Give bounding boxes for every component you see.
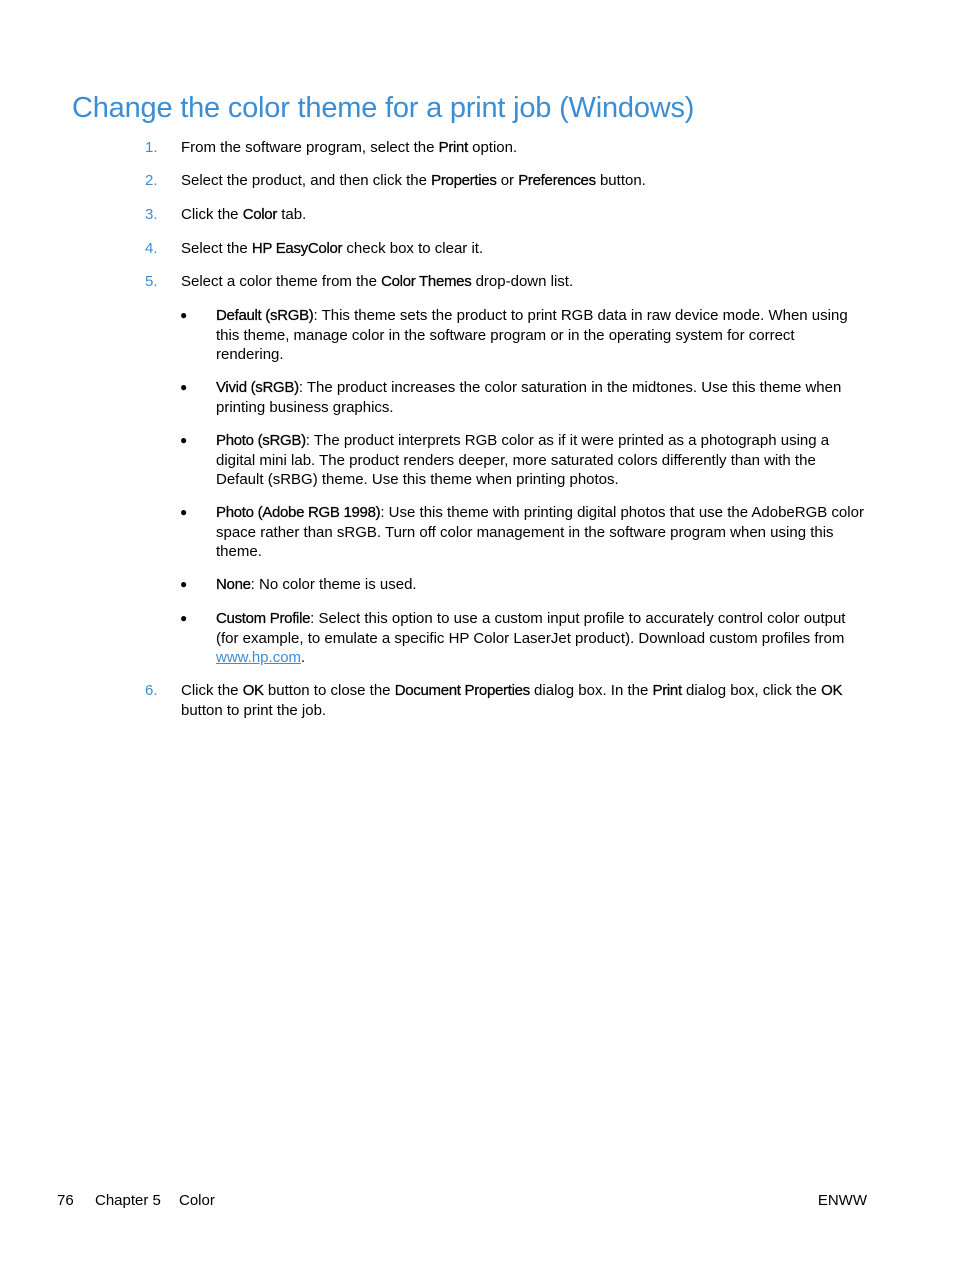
text-run: Select the product, and then click the — [181, 172, 432, 189]
bullet-icon: ● — [180, 433, 188, 447]
text-run: . — [301, 649, 306, 666]
hp-website-link[interactable]: www.hp.com — [216, 649, 302, 666]
bullet-text — [216, 503, 866, 562]
step-number: 2. — [145, 172, 158, 189]
text-run: dialog box. In the — [529, 682, 653, 699]
step-text — [181, 138, 871, 158]
bullet-text — [216, 306, 866, 365]
text-run: Select the — [181, 240, 252, 257]
text-run: From the software program, select the — [181, 139, 439, 156]
ui-term: Photo (sRGB) — [216, 432, 306, 449]
step-text — [181, 239, 871, 259]
bullet-text — [216, 378, 866, 417]
ui-term: Vivid (sRGB) — [216, 379, 299, 396]
text-run: Click the — [181, 206, 243, 223]
text-run: : Use this theme with printing digital photos that use the AdobeRGB color space rather than sRGB. Turn off color management in the software program when using this theme. — [216, 504, 864, 560]
ui-term: Properties — [431, 172, 497, 189]
text-run: Select a color theme from the — [181, 273, 382, 290]
text-run: button to close the — [263, 682, 395, 699]
text-run: dialog box, click the — [681, 682, 822, 699]
bullet-text — [216, 575, 866, 595]
text-run: option. — [467, 139, 518, 156]
step-number: 4. — [145, 240, 158, 257]
text-run: : Select this option to use a custom input profile to accurately control color output (for example, to emulate a specific HP Color LaserJet product). Download custom profiles from — [216, 610, 846, 647]
text-run: button. — [595, 172, 646, 189]
ui-term: Preferences — [518, 172, 596, 189]
text-run: check box to clear it. — [342, 240, 484, 257]
ui-term: Default (sRGB) — [216, 307, 314, 324]
footer-section: Color — [179, 1192, 215, 1209]
bullet-icon: ● — [180, 577, 188, 591]
footer-page-number: 76 — [57, 1192, 74, 1209]
text-run: : The product interprets RGB color as if it were printed as a photograph using a digital mini lab. The product renders deeper, more saturated colors differently than with the Default (sRBG) theme. Use this theme when printing photos. — [216, 432, 830, 488]
footer-chapter: Chapter 5 — [95, 1192, 161, 1209]
text-run: Click the — [181, 682, 243, 699]
bullet-icon: ● — [180, 308, 188, 322]
text-run: tab. — [277, 206, 307, 223]
bullet-text — [216, 609, 866, 668]
bullet-icon: ● — [180, 611, 188, 625]
step-number: 5. — [145, 273, 158, 290]
text-run: : No color theme is used. — [250, 576, 417, 593]
step-number: 6. — [145, 682, 158, 699]
text-run: button to print the job. — [181, 701, 327, 719]
ui-term: Color — [242, 206, 278, 223]
ui-term: Custom Profile — [216, 610, 311, 627]
page-title: Change the color theme for a print job (Windows) — [72, 92, 695, 124]
text-run: drop-down list. — [471, 273, 574, 290]
text-run: : This theme sets the product to print RGB data in raw device mode. When using this theme, manage color in the software program or in the operating system for correct rendering. — [216, 307, 848, 363]
step-text — [181, 171, 871, 191]
ui-term: Document Properties — [394, 682, 530, 699]
ui-term: Photo (Adobe RGB 1998) — [216, 504, 381, 521]
ui-term: OK — [821, 682, 843, 699]
bullet-icon: ● — [180, 380, 188, 394]
ui-term: Color Themes — [381, 273, 472, 290]
step-text — [181, 205, 871, 225]
bullet-icon: ● — [180, 505, 188, 519]
step-number: 1. — [145, 139, 158, 156]
ui-term: Print — [438, 139, 468, 156]
text-run: : The product increases the color saturation in the midtones. Use this theme when printing business graphics. — [216, 379, 842, 416]
text-run: or — [496, 172, 519, 189]
ui-term: HP EasyColor — [251, 240, 343, 257]
step-text — [181, 272, 871, 292]
footer-region: ENWW — [817, 1192, 867, 1209]
bullet-text — [216, 431, 866, 490]
step-number: 3. — [145, 206, 158, 223]
ui-term: Print — [652, 682, 682, 699]
step-text — [181, 681, 871, 720]
ui-term: None — [216, 576, 251, 593]
ui-term: OK — [242, 682, 264, 699]
